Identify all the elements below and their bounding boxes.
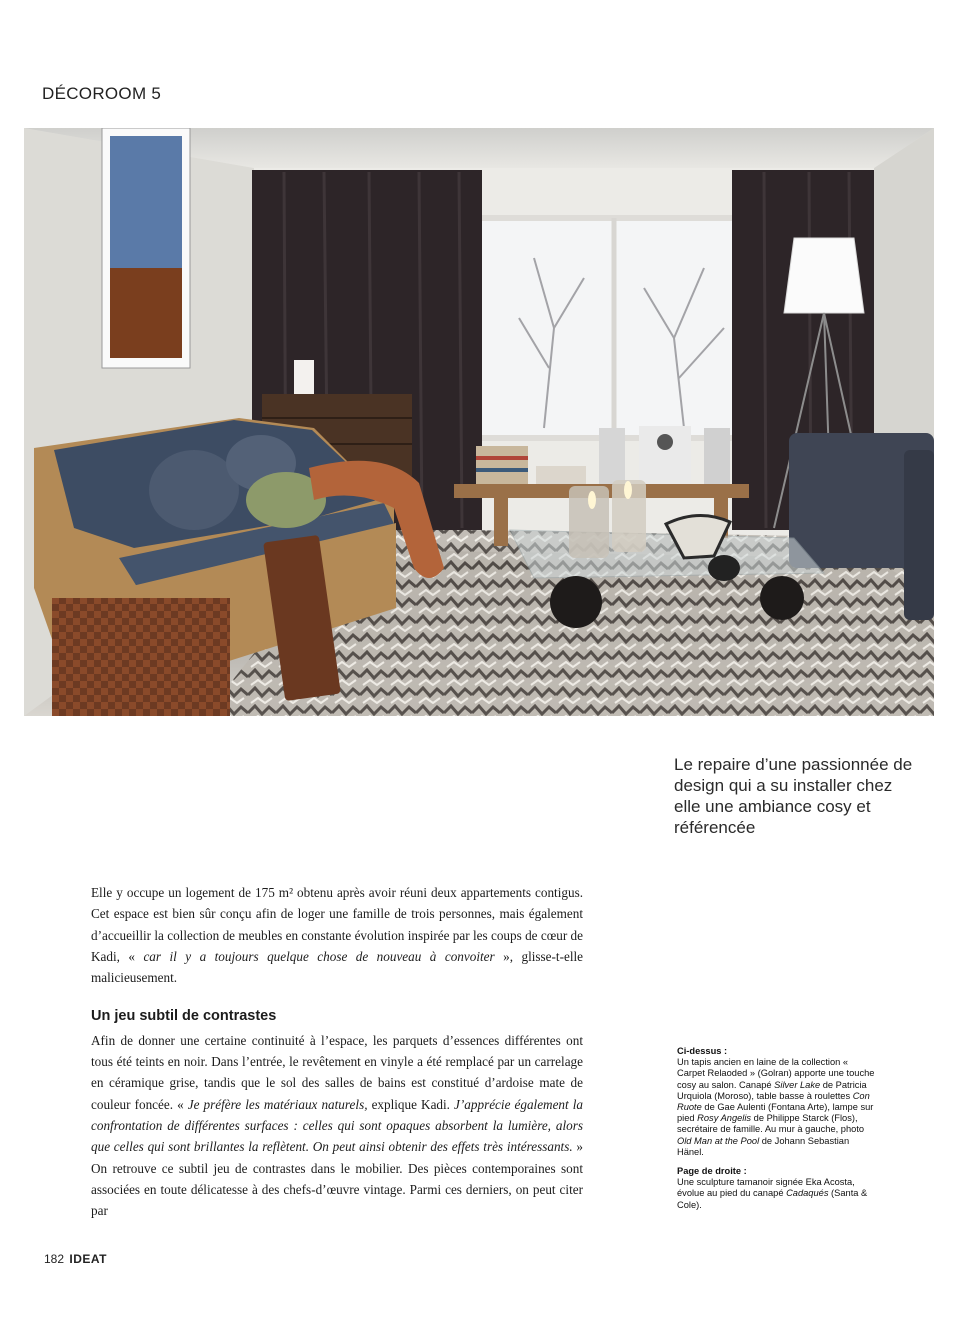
- caption-span: Un tapis ancien en laine de la collection « Carpet Relaoded » (Golran) apporte une touche cosy au salon. Canapé: [677, 1057, 875, 1090]
- living-room-photo: [24, 128, 934, 716]
- intro-text-1: Elle y occupe un logement de 175 m² obtenu après avoir réuni deux appartements contigus. Cet espace est bien sûr conçu afin de loger une famille de trois personnes, mais également d’accueillir la collection de meubles en constante évolution inspirée par les coups de cœur de Kadi, «: [91, 885, 583, 964]
- caption-italic: Rosy Angelis: [697, 1113, 752, 1124]
- caption-italic: Silver Lake: [774, 1079, 821, 1090]
- caption-span: (Santa & Cole).: [677, 1188, 868, 1210]
- caption-span: de Philippe Starck (Flos), secrétaire de famille. Au mur à gauche, photo: [677, 1113, 865, 1135]
- magazine-name: IDEAT: [69, 1252, 107, 1266]
- photo-caption: [677, 1046, 877, 1211]
- body-quote-2: J’apprécie également la confrontation de différentes surfaces : celles qui sont opaques absorbent la lumière, alors que celles qui sont brillantes la reflètent. On peut ainsi obtenir des effets très intéressants.: [91, 1096, 584, 1155]
- caption-italic: Old Man at the Pool: [677, 1135, 760, 1146]
- caption-span: de Gae Aulenti (Fontana Arte), lampe sur pied: [677, 1102, 874, 1124]
- intro-quote: car il y a toujours quelque chose de nouveau à convoiter: [143, 948, 495, 964]
- page-number: 182: [44, 1252, 65, 1266]
- body-quote-1: Je préfère les matériaux naturels,: [187, 1096, 368, 1112]
- caption-span: Une sculpture tamanoir signée Eka Acosta, évolue au pied du canapé: [677, 1177, 855, 1199]
- article-body: [91, 882, 583, 1221]
- caption-span: de Patricia Urquiola (Moroso), table basse à roulettes: [677, 1079, 867, 1101]
- caption-heading-right-page: Page de droite :: [677, 1166, 747, 1177]
- caption-heading-above: Ci-dessus :: [677, 1046, 728, 1056]
- intro-paragraph: [91, 882, 583, 988]
- page-folio: [44, 1252, 107, 1266]
- body-text-2: explique Kadi.: [367, 1096, 455, 1112]
- body-text-3: » On retrouve ce subtil jeu de contrastes dans le mobilier. Des pièces contemporaines sont associées en toute délicatesse à des chefs-d’œuvre vintage. Parmi ces derniers, on peut citer par: [91, 1139, 584, 1219]
- caption-italic: Cadaqués: [786, 1188, 829, 1199]
- caption-span: de Johann Sebastian Hänel.: [677, 1135, 850, 1157]
- intro-text-2: », glisse-t-elle malicieusement.: [91, 948, 584, 986]
- caption-text-right-page: [677, 1177, 877, 1211]
- section-label: DÉCOROOM 5: [42, 84, 162, 103]
- standfirst: Le repaire d’une passionnée de design qui a su installer chez elle une ambiance cosy et référencée: [674, 755, 913, 837]
- body-paragraph: [91, 1030, 583, 1222]
- subheading: Un jeu subtil de contrastes: [91, 1008, 277, 1025]
- body-text-1: Afin de donner une certaine continuité à l’espace, les parquets d’essences différentes ont tous été teints en noir. Dans l’entrée, le revêtement en vinyle a été remplacé par un carrelage en céramique grise, tandis que le sol des salles de bains est constitué d’ardoise mate de couleur foncée. «: [91, 1032, 583, 1112]
- caption-text-above: [677, 1057, 877, 1158]
- caption-italic: Con Ruote: [677, 1090, 870, 1113]
